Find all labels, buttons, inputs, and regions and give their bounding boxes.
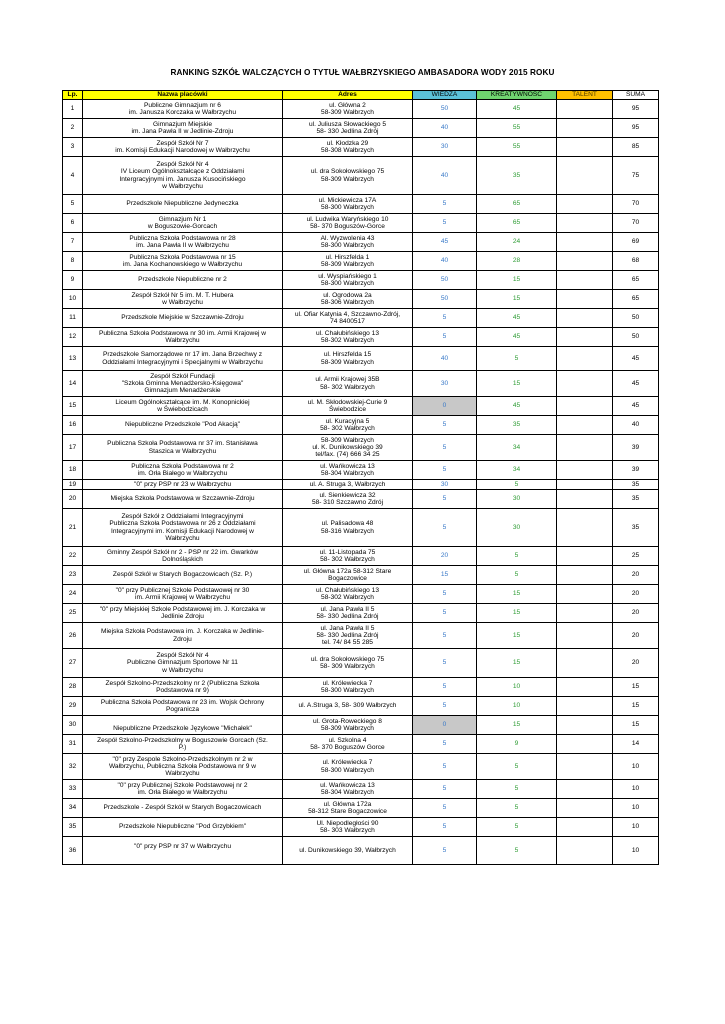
row-talent	[557, 195, 613, 214]
row-talent	[557, 480, 613, 490]
row-suma: 14	[613, 735, 659, 754]
row-wiedza: 40	[413, 252, 477, 271]
row-address: ul. Juliusza Słowackiego 5 58- 330 Jedlina Zdrój	[283, 119, 413, 138]
row-name: Publiczna Szkoła Podstawowa nr 2 im. Orła Białego w Wałbrzychu	[83, 461, 283, 480]
row-address: ul. Królewiecka 7 58-300 Wałbrzych	[283, 754, 413, 780]
table-row	[63, 271, 659, 290]
row-wiedza: 5	[413, 435, 477, 461]
row-address: ul. Chałubińskiego 13 58-302 Wałbrzych	[283, 585, 413, 604]
row-wiedza: 5	[413, 195, 477, 214]
row-name: Publiczna Szkoła Podstawowa nr 23 im. Wojsk Ochrony Pogranicza	[83, 697, 283, 716]
row-wiedza: 5	[413, 461, 477, 480]
row-address: ul. Jana Pawła II 5 58- 330 Jedlina Zdrój	[283, 604, 413, 623]
table-row	[63, 735, 659, 754]
row-talent	[557, 547, 613, 566]
row-talent	[557, 678, 613, 697]
row-name: Zespół Szkół Nr 7 im. Komisji Edukacji Narodowej w Wałbrzychu	[83, 138, 283, 157]
row-lp: 28	[63, 678, 83, 697]
row-lp: 5	[63, 195, 83, 214]
row-talent	[557, 397, 613, 416]
row-talent	[557, 252, 613, 271]
table-row	[63, 328, 659, 347]
row-suma: 68	[613, 252, 659, 271]
row-address: ul. Hirszfelda 15 58-309 Wałbrzych	[283, 347, 413, 371]
table-row	[63, 416, 659, 435]
row-address: ul. Ofiar Katynia 4, Szczawno-Zdrój, 74 8400517	[283, 309, 413, 328]
row-name: "0" przy Miejskiej Szkole Podstawowej im. J. Korczaka w Jedlinie Zdroju	[83, 604, 283, 623]
table-row	[63, 371, 659, 397]
row-suma: 45	[613, 371, 659, 397]
table-row	[63, 547, 659, 566]
row-talent	[557, 697, 613, 716]
table-row	[63, 252, 659, 271]
row-name: Przedszkole - Zespół Szkół w Starych Bogaczowicach	[83, 799, 283, 818]
row-talent	[557, 818, 613, 837]
row-kreatywnosc: 55	[477, 138, 557, 157]
row-lp: 25	[63, 604, 83, 623]
ranking-table	[62, 90, 659, 865]
row-kreatywnosc: 45	[477, 328, 557, 347]
table-row	[63, 649, 659, 678]
row-wiedza: 45	[413, 233, 477, 252]
row-talent	[557, 271, 613, 290]
row-lp: 3	[63, 138, 83, 157]
row-wiedza: 5	[413, 818, 477, 837]
row-name: Zespół Szkolno-Przedszkolny w Boguszowie Gorcach (Sz. P.)	[83, 735, 283, 754]
row-wiedza: 5	[413, 735, 477, 754]
row-address: ul. Wańkowicza 13 58-304 Wałbrzych	[283, 780, 413, 799]
table-row	[63, 509, 659, 547]
row-address: ul. 11-Listopada 75 58- 302 Wałbrzych	[283, 547, 413, 566]
row-lp: 32	[63, 754, 83, 780]
row-lp: 27	[63, 649, 83, 678]
table-row	[63, 623, 659, 649]
row-name: Publiczna Szkoła Podstawowa nr 28 im. Jana Pawła II w Wałbrzychu	[83, 233, 283, 252]
row-suma: 15	[613, 678, 659, 697]
row-kreatywnosc: 28	[477, 252, 557, 271]
row-lp: 26	[63, 623, 83, 649]
row-kreatywnosc: 15	[477, 716, 557, 735]
row-lp: 2	[63, 119, 83, 138]
row-suma: 35	[613, 480, 659, 490]
row-address: ul. dra Sokołowskiego 75 58-309 Wałbrzych	[283, 157, 413, 195]
table-row	[63, 347, 659, 371]
row-wiedza: 50	[413, 100, 477, 119]
table-row	[63, 780, 659, 799]
row-wiedza: 0	[413, 397, 477, 416]
row-talent	[557, 604, 613, 623]
row-suma: 50	[613, 328, 659, 347]
row-kreatywnosc: 15	[477, 649, 557, 678]
row-lp: 20	[63, 490, 83, 509]
row-wiedza: 0	[413, 716, 477, 735]
row-suma: 10	[613, 754, 659, 780]
row-wiedza: 50	[413, 290, 477, 309]
row-suma: 35	[613, 490, 659, 509]
row-talent	[557, 585, 613, 604]
header-address: Adres	[283, 91, 413, 100]
row-name: "0" przy Publicznej Szkole Podstawowej nr 30 im. Armii Krajowej w Wałbrzychu	[83, 585, 283, 604]
row-lp: 11	[63, 309, 83, 328]
row-wiedza: 20	[413, 547, 477, 566]
row-address: Al. Wyzwolenia 43 58-300 Wałbrzych	[283, 233, 413, 252]
table-row	[63, 818, 659, 837]
row-address: ul. Wyspiańskiego 1 58-300 Wałbrzych	[283, 271, 413, 290]
row-wiedza: 5	[413, 754, 477, 780]
row-talent	[557, 233, 613, 252]
row-name: Zespół Szkół z Oddziałami Integracyjnymi Publiczna Szkoła Podstawowa nr 26 z Oddziałami Integracyjnymi im. Komisji Edukacji Narodowej w Wałbrzychu	[83, 509, 283, 547]
row-kreatywnosc: 15	[477, 290, 557, 309]
row-talent	[557, 780, 613, 799]
row-kreatywnosc: 5	[477, 837, 557, 865]
row-kreatywnosc: 55	[477, 119, 557, 138]
row-talent	[557, 735, 613, 754]
row-address: ul. Kłodzka 29 58-308 Wałbrzych	[283, 138, 413, 157]
row-wiedza: 30	[413, 371, 477, 397]
header-kreatywnosc: KREATYWNOŚĆ	[477, 91, 557, 100]
row-wiedza: 5	[413, 416, 477, 435]
row-lp: 19	[63, 480, 83, 490]
table-row	[63, 138, 659, 157]
header-wiedza: WIEDZA	[413, 91, 477, 100]
row-talent	[557, 328, 613, 347]
row-talent	[557, 290, 613, 309]
row-lp: 17	[63, 435, 83, 461]
row-suma: 15	[613, 716, 659, 735]
row-address: ul. Mickiewicza 17A 58-300 Wałbrzych	[283, 195, 413, 214]
row-wiedza: 30	[413, 138, 477, 157]
header-talent: TALENT	[557, 91, 613, 100]
row-talent	[557, 347, 613, 371]
table-row	[63, 461, 659, 480]
row-wiedza: 5	[413, 604, 477, 623]
row-suma: 39	[613, 461, 659, 480]
row-address: ul. Armii Krajowej 35B 58- 302 Wałbrzych	[283, 371, 413, 397]
row-name: Niepubliczne Przedszkole Językowe "Michałek"	[83, 716, 283, 735]
row-name: Zespół Szkół Fundacji "Szkoła Gminna Menadżersko-Księgowa" Gimnazjum Menadżerskie	[83, 371, 283, 397]
table-row	[63, 480, 659, 490]
row-kreatywnosc: 5	[477, 566, 557, 585]
row-kreatywnosc: 65	[477, 195, 557, 214]
row-kreatywnosc: 15	[477, 371, 557, 397]
row-lp: 12	[63, 328, 83, 347]
row-wiedza: 5	[413, 649, 477, 678]
row-address: ul. M. Skłodowskiej-Curie 9 Świebodzice	[283, 397, 413, 416]
row-lp: 8	[63, 252, 83, 271]
page-title: RANKING SZKÓŁ WALCZĄCYCH O TYTUŁ WAŁBRZYSKIEGO AMBASADORA WODY 2015 ROKU	[170, 68, 555, 77]
row-talent	[557, 138, 613, 157]
row-name: Liceum Ogólnokształcące im. M. Konopnickiej w Świebodzicach	[83, 397, 283, 416]
row-suma: 65	[613, 290, 659, 309]
row-lp: 34	[63, 799, 83, 818]
row-name: "0" przy Zespole Szkolno-Przedszkolnym nr 2 w Wałbrzychu, Publiczna Szkoła Podstawowa nr 9 w Wałbrzychu	[83, 754, 283, 780]
row-kreatywnosc: 15	[477, 623, 557, 649]
row-name: Zespół Szkół Nr 4 Publiczne Gimnazjum Sportowe Nr 11 w Wałbrzychu	[83, 649, 283, 678]
row-suma: 95	[613, 100, 659, 119]
table-row	[63, 585, 659, 604]
row-address: ul. Kuracyjna 5 58- 302 Wałbrzych	[283, 416, 413, 435]
row-suma: 85	[613, 138, 659, 157]
row-suma: 45	[613, 397, 659, 416]
row-kreatywnosc: 35	[477, 157, 557, 195]
row-talent	[557, 799, 613, 818]
row-address: 58-309 Wałbrzych ul. K. Dunikowskiego 39 tel/fax. (74) 666 34 25	[283, 435, 413, 461]
row-talent	[557, 435, 613, 461]
row-lp: 4	[63, 157, 83, 195]
table-row	[63, 195, 659, 214]
row-wiedza: 5	[413, 697, 477, 716]
row-name: Zespół Szkół Nr 4 IV Liceum Ogólnokształcące z Oddziałami Intergracyjnymi im. Janusza Kusocińskiego w Wałbrzychu	[83, 157, 283, 195]
row-kreatywnosc: 5	[477, 754, 557, 780]
row-lp: 22	[63, 547, 83, 566]
row-address: ul. dra Sokołowskiego 75 58- 309 Wałbrzych	[283, 649, 413, 678]
table-row	[63, 754, 659, 780]
row-address: ul. Szkolna 4 58- 370 Boguszów Gorce	[283, 735, 413, 754]
header-lp: Lp.	[63, 91, 83, 100]
row-lp: 15	[63, 397, 83, 416]
row-talent	[557, 623, 613, 649]
row-address: ul. Główna 2 58-309 Wałbrzych	[283, 100, 413, 119]
row-wiedza: 5	[413, 623, 477, 649]
row-address: ul. Jana Pawła II 5 58- 330 Jedlina Zdrój tel. 74/ 84 55 285	[283, 623, 413, 649]
row-kreatywnosc: 10	[477, 678, 557, 697]
row-lp: 10	[63, 290, 83, 309]
row-kreatywnosc: 15	[477, 604, 557, 623]
row-lp: 6	[63, 214, 83, 233]
row-talent	[557, 649, 613, 678]
header-row	[63, 91, 659, 100]
row-lp: 16	[63, 416, 83, 435]
row-wiedza: 5	[413, 678, 477, 697]
row-talent	[557, 371, 613, 397]
row-wiedza: 5	[413, 780, 477, 799]
row-name: "0" przy Publicznej Szkole Podstawowej nr 2 im. Orła Białego w Wałbrzychu	[83, 780, 283, 799]
row-talent	[557, 837, 613, 865]
row-wiedza: 5	[413, 837, 477, 865]
row-wiedza: 40	[413, 157, 477, 195]
row-lp: 9	[63, 271, 83, 290]
row-address: ul. Ogrodowa 2a 58-306 Wałbrzych	[283, 290, 413, 309]
row-address: Ul. Niepodległości 90 58- 303 Wałbrzych	[283, 818, 413, 837]
row-lp: 36	[63, 837, 83, 865]
row-wiedza: 5	[413, 585, 477, 604]
row-wiedza: 5	[413, 509, 477, 547]
row-talent	[557, 490, 613, 509]
row-suma: 20	[613, 585, 659, 604]
row-wiedza: 5	[413, 490, 477, 509]
row-lp: 14	[63, 371, 83, 397]
row-wiedza: 50	[413, 271, 477, 290]
row-kreatywnosc: 34	[477, 435, 557, 461]
row-lp: 30	[63, 716, 83, 735]
row-name: Gimnazjum Miejskie im. Jana Pawła II w Jedlinie-Zdroju	[83, 119, 283, 138]
row-kreatywnosc: 65	[477, 214, 557, 233]
row-kreatywnosc: 5	[477, 480, 557, 490]
row-name: Publiczna Szkoła Podstawowa nr 30 im. Armii Krajowej w Wałbrzychu	[83, 328, 283, 347]
row-name: Przedszkole Samorządowe nr 17 im. Jana Brzechwy z Oddziałami Integracyjnymi i Specjalnymi w Wałbrzychu	[83, 347, 283, 371]
row-wiedza: 5	[413, 309, 477, 328]
row-kreatywnosc: 24	[477, 233, 557, 252]
row-name: Przedszkole Niepubliczne "Pod Grzybkiem"	[83, 818, 283, 837]
row-kreatywnosc: 10	[477, 697, 557, 716]
table-row	[63, 837, 659, 865]
row-lp: 24	[63, 585, 83, 604]
row-address: ul. Dunikowskiego 39, Wałbrzych	[283, 837, 413, 865]
row-kreatywnosc: 34	[477, 461, 557, 480]
header-name: Nazwa placówki	[83, 91, 283, 100]
row-lp: 21	[63, 509, 83, 547]
row-name: Publiczne Gimnazjum nr 6 im. Janusza Korczaka w Wałbrzychu	[83, 100, 283, 119]
row-name: "0" przy PSP nr 37 w Wałbrzychu	[83, 837, 283, 865]
row-wiedza: 5	[413, 214, 477, 233]
table-row	[63, 309, 659, 328]
row-name: Publiczna Szkoła Podstawowa nr 37 im. Stanisława Staszica w Wałbrzychu	[83, 435, 283, 461]
row-wiedza: 5	[413, 799, 477, 818]
row-address: ul. Główna 172a 58-312 Stare Bogaczowice	[283, 566, 413, 585]
row-kreatywnosc: 45	[477, 397, 557, 416]
row-suma: 20	[613, 649, 659, 678]
header-suma: SUMA	[613, 91, 659, 100]
row-address: ul. Sienkiewicza 32 58- 310 Szczawno Zdrój	[283, 490, 413, 509]
row-address: ul. Chałubińskiego 13 58-302 Wałbrzych	[283, 328, 413, 347]
row-kreatywnosc: 30	[477, 490, 557, 509]
row-talent	[557, 716, 613, 735]
table-row	[63, 697, 659, 716]
row-name: Zespół Szkół Nr 5 im. M. T. Hubera w Wałbrzychu	[83, 290, 283, 309]
row-address: ul. Grota-Roweckiego 8 58-309 Wałbrzych	[283, 716, 413, 735]
table-row	[63, 799, 659, 818]
row-kreatywnosc: 35	[477, 416, 557, 435]
row-name: Gimnazjum Nr 1 w Boguszowie-Gorcach	[83, 214, 283, 233]
table-row	[63, 435, 659, 461]
row-suma: 25	[613, 547, 659, 566]
table-row	[63, 157, 659, 195]
row-name: Przedszkole Niepubliczne nr 2	[83, 271, 283, 290]
row-talent	[557, 566, 613, 585]
row-talent	[557, 119, 613, 138]
row-talent	[557, 754, 613, 780]
row-kreatywnosc: 9	[477, 735, 557, 754]
row-address: ul. Hirszfelda 1 58-309 Wałbrzych	[283, 252, 413, 271]
row-suma: 35	[613, 509, 659, 547]
row-suma: 20	[613, 566, 659, 585]
row-address: ul. Główna 172a 58-312 Stare Bogaczowice	[283, 799, 413, 818]
row-talent	[557, 416, 613, 435]
row-talent	[557, 509, 613, 547]
row-suma: 20	[613, 604, 659, 623]
row-suma: 10	[613, 799, 659, 818]
row-kreatywnosc: 5	[477, 780, 557, 799]
row-kreatywnosc: 15	[477, 271, 557, 290]
table-row	[63, 290, 659, 309]
row-talent	[557, 214, 613, 233]
table-row	[63, 233, 659, 252]
row-address: ul. Wańkowicza 13 58-304 Wałbrzych	[283, 461, 413, 480]
row-kreatywnosc: 5	[477, 547, 557, 566]
row-name: Publiczna Szkoła Podstawowa nr 15 im. Jana Kochanowskiego w Wałbrzychu	[83, 252, 283, 271]
row-wiedza: 30	[413, 480, 477, 490]
row-wiedza: 5	[413, 328, 477, 347]
row-address: ul. A.Struga 3, 58- 309 Wałbrzych	[283, 697, 413, 716]
row-name: Przedszkole Miejskie w Szczawnie-Zdroju	[83, 309, 283, 328]
row-suma: 39	[613, 435, 659, 461]
table-row	[63, 678, 659, 697]
row-suma: 65	[613, 271, 659, 290]
table-row	[63, 100, 659, 119]
row-lp: 23	[63, 566, 83, 585]
row-lp: 13	[63, 347, 83, 371]
row-suma: 45	[613, 347, 659, 371]
row-kreatywnosc: 5	[477, 347, 557, 371]
row-address: ul. Królewiecka 7 58-300 Wałbrzych	[283, 678, 413, 697]
row-suma: 95	[613, 119, 659, 138]
row-lp: 18	[63, 461, 83, 480]
row-suma: 69	[613, 233, 659, 252]
row-name: Miejska Szkoła Podstawowa w Szczawnie-Zdroju	[83, 490, 283, 509]
row-wiedza: 40	[413, 119, 477, 138]
row-name: Zespół Szkolno-Przedszkolny nr 2 (Publiczna Szkoła Podstawowa nr 9)	[83, 678, 283, 697]
row-lp: 1	[63, 100, 83, 119]
row-kreatywnosc: 5	[477, 818, 557, 837]
row-suma: 10	[613, 780, 659, 799]
table-row	[63, 214, 659, 233]
row-talent	[557, 309, 613, 328]
row-suma: 40	[613, 416, 659, 435]
row-kreatywnosc: 5	[477, 799, 557, 818]
row-wiedza: 40	[413, 347, 477, 371]
row-suma: 75	[613, 157, 659, 195]
table-row	[63, 716, 659, 735]
row-lp: 29	[63, 697, 83, 716]
row-lp: 33	[63, 780, 83, 799]
row-suma: 15	[613, 697, 659, 716]
table-row	[63, 397, 659, 416]
row-suma: 70	[613, 195, 659, 214]
row-talent	[557, 100, 613, 119]
table-row	[63, 490, 659, 509]
row-kreatywnosc: 45	[477, 309, 557, 328]
row-suma: 10	[613, 818, 659, 837]
row-name: Miejska Szkoła Podstawowa im. J. Korczaka w Jedlinie- Zdroju	[83, 623, 283, 649]
row-name: Gminny Zespół Szkół nr 2 - PSP nr 22 im. Gwarków Dolnośląskich	[83, 547, 283, 566]
row-talent	[557, 461, 613, 480]
row-lp: 31	[63, 735, 83, 754]
table-row	[63, 566, 659, 585]
row-lp: 7	[63, 233, 83, 252]
row-name: "0" przy PSP nr 23 w Wałbrzychu	[83, 480, 283, 490]
table-row	[63, 604, 659, 623]
row-lp: 35	[63, 818, 83, 837]
row-kreatywnosc: 30	[477, 509, 557, 547]
row-suma: 50	[613, 309, 659, 328]
row-kreatywnosc: 15	[477, 585, 557, 604]
row-address: ul. A. Struga 3, Wałbrzych	[283, 480, 413, 490]
row-suma: 70	[613, 214, 659, 233]
row-name: Niepubliczne Przedszkole "Pod Akacją"	[83, 416, 283, 435]
row-name: Przedszkole Niepubliczne Jedyneczka	[83, 195, 283, 214]
row-kreatywnosc: 45	[477, 100, 557, 119]
row-wiedza: 15	[413, 566, 477, 585]
row-address: ul. Palisadowa 48 58-316 Wałbrzych	[283, 509, 413, 547]
row-name: Zespół Szkół w Starych Bogaczowicach (Sz. P.)	[83, 566, 283, 585]
table-row	[63, 119, 659, 138]
row-suma: 20	[613, 623, 659, 649]
row-talent	[557, 157, 613, 195]
table-body	[63, 100, 659, 865]
row-address: ul. Ludwika Waryńskiego 10 58- 370 Boguszów-Gorce	[283, 214, 413, 233]
row-suma: 10	[613, 837, 659, 865]
